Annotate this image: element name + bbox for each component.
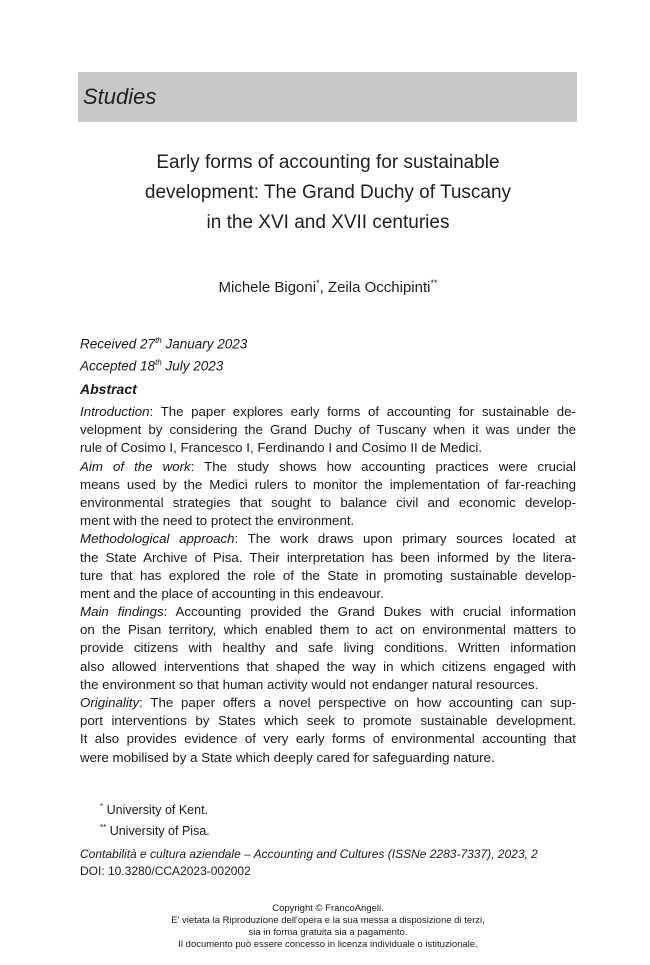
title-line: Early forms of accounting for sustainable bbox=[156, 152, 500, 173]
affiliation-text: University of Pisa. bbox=[106, 824, 210, 839]
author-footnote-mark: ** bbox=[430, 278, 438, 288]
abstract-text: : The study shows how accounting practices were crucial bbox=[190, 458, 576, 474]
author-list bbox=[80, 278, 576, 296]
abstract-section-label: Introduction bbox=[80, 404, 150, 419]
abstract-line bbox=[80, 603, 576, 621]
abstract-line: velopment by considering the Grand Duchy of Tuscany when it was under the bbox=[80, 422, 576, 438]
submission-dates bbox=[80, 332, 247, 375]
received-date-text: Received 27 bbox=[80, 336, 156, 352]
abstract-line: port interventions by States which seek to promote sustainable development. bbox=[80, 713, 576, 729]
copyright-notice bbox=[80, 903, 576, 951]
author-separator: , bbox=[319, 279, 328, 296]
abstract-line: on the Pisan territory, which enabled them to act on environmental matters to bbox=[80, 622, 576, 638]
affiliation-footnotes bbox=[100, 798, 210, 840]
abstract-section-label: Methodological approach bbox=[80, 531, 235, 547]
affiliation-item bbox=[100, 798, 210, 819]
section-banner bbox=[78, 72, 577, 122]
abstract-text: : The work draws upon primary sources located at bbox=[234, 531, 576, 547]
abstract-line: also allowed interventions that shaped the way in which citizens engaged with bbox=[80, 658, 576, 674]
copyright-line: Copyright © FrancoAngeli. bbox=[272, 903, 384, 914]
section-label: Studies bbox=[83, 84, 157, 109]
journal-citation: Contabilità e cultura aziendale – Accounting and Cultures (ISSNe 2283-7337), 2023, 2 bbox=[80, 847, 538, 861]
abstract-line: ment and the place of accounting in this endeavour. bbox=[80, 585, 384, 601]
abstract-line: means used by the Medici rulers to monitor the implementation of far-reaching bbox=[80, 476, 576, 492]
abstract-line: ment with the need to protect the environment. bbox=[80, 513, 355, 529]
abstract-line bbox=[80, 530, 576, 548]
ordinal-suffix: th bbox=[155, 336, 162, 345]
author-name: Zeila Occhipinti bbox=[327, 279, 431, 296]
title-line: development: The Grand Duchy of Tuscany bbox=[144, 182, 512, 203]
abstract-line: environmental strategies that sought to balance civil and economic develop- bbox=[80, 494, 576, 510]
abstract-line bbox=[80, 694, 576, 712]
abstract-body bbox=[80, 403, 576, 767]
journal-info bbox=[80, 846, 538, 880]
abstract-line: were mobilised by a State which deeply cared for safeguarding nature. bbox=[80, 749, 495, 765]
abstract-line: provide citizens with healthy and safe living conditions. Written information bbox=[80, 640, 576, 656]
abstract-section-label: Main findings bbox=[80, 604, 164, 620]
abstract-line: rule of Cosimo I, Francesco I, Ferdinando I and Cosimo II de Medici. bbox=[80, 440, 483, 456]
abstract-line: ture that has explored the role of the State in promoting sustainable develop- bbox=[80, 567, 576, 583]
received-date-text: January 2023 bbox=[161, 336, 248, 352]
received-date bbox=[80, 332, 247, 354]
copyright-line: E' vietata la Riproduzione dell'opera e la sua messa a disposizione di terzi, bbox=[171, 915, 485, 926]
abstract-line: the State Archive of Pisa. Their interpretation has been informed by the litera- bbox=[80, 549, 576, 565]
abstract-heading: Abstract bbox=[80, 381, 137, 397]
author-name: Michele Bigoni bbox=[218, 279, 317, 296]
abstract-text: : Accounting provided the Grand Dukes with crucial information bbox=[163, 604, 576, 620]
abstract-line bbox=[80, 458, 576, 476]
abstract-section-label: Originality bbox=[80, 695, 140, 710]
abstract-section-label: Aim of the work bbox=[80, 458, 191, 474]
doi-link[interactable]: DOI: 10.3280/CCA2023-002002 bbox=[80, 864, 251, 878]
affiliation-item bbox=[100, 819, 210, 840]
abstract-line: It also provides evidence of very early forms of environmental accounting that bbox=[80, 731, 576, 747]
accepted-date-text: July 2023 bbox=[161, 358, 224, 373]
footnote-mark: * bbox=[100, 802, 104, 811]
abstract-text: : The paper offers a novel perspective on how accounting can sup- bbox=[139, 695, 576, 710]
abstract-text: : The paper explores early forms of accounting for sustainable de- bbox=[149, 404, 576, 419]
paper-title bbox=[80, 148, 576, 238]
affiliation-text: University of Kent. bbox=[103, 803, 209, 818]
copyright-line: sia in forma gratuita sia a pagamento. bbox=[248, 927, 408, 938]
footnote-mark: ** bbox=[100, 823, 107, 833]
abstract-line bbox=[80, 403, 576, 421]
copyright-line: Il documento può essere concesso in licenza individuale o istituzionale. bbox=[178, 939, 478, 950]
accepted-date-text: Accepted 18 bbox=[80, 358, 156, 373]
author-footnote-mark: * bbox=[316, 278, 320, 288]
ordinal-suffix: th bbox=[155, 357, 162, 367]
title-line: in the XVI and XVII centuries bbox=[206, 212, 450, 233]
accepted-date bbox=[80, 354, 247, 376]
abstract-line: the environment so that human activity would not endanger natural resources. bbox=[80, 676, 539, 692]
